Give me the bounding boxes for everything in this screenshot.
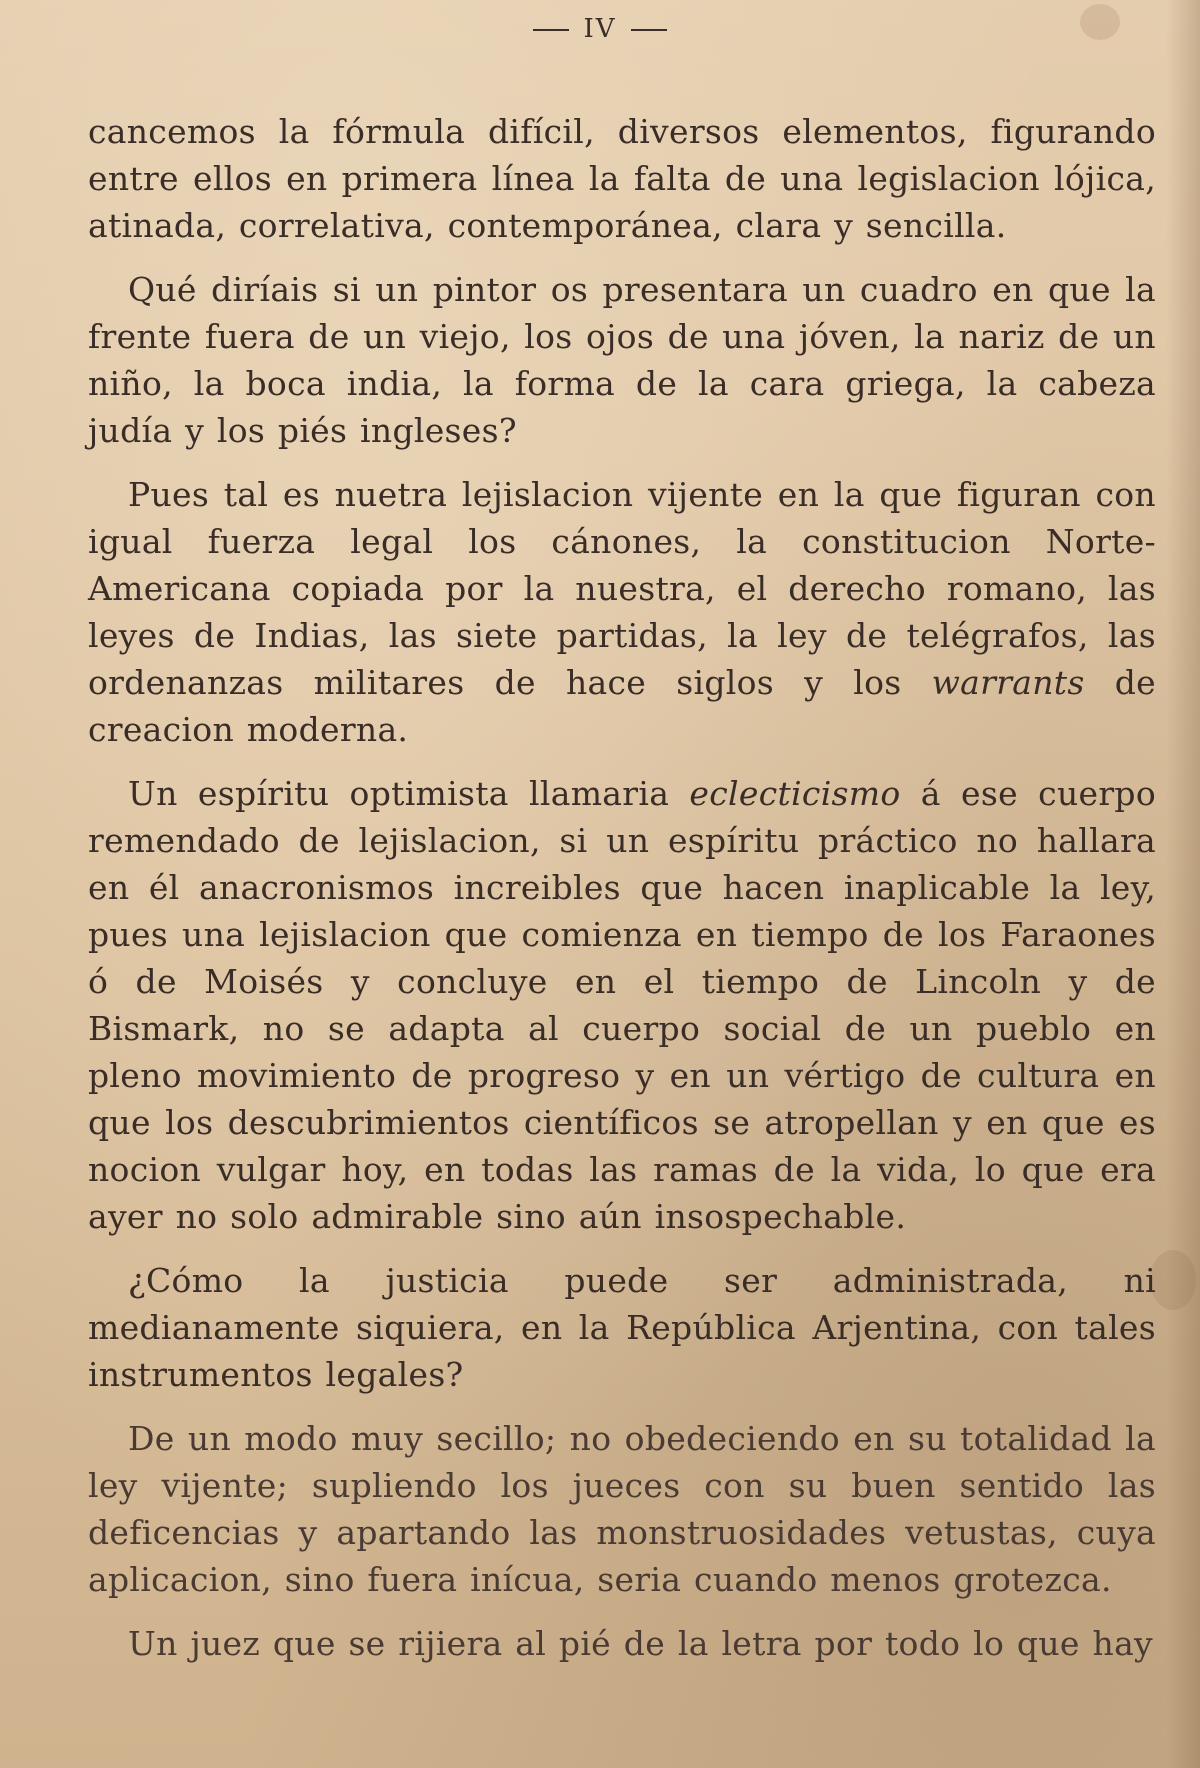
paragraph-p4 (88, 770, 1156, 1240)
italic-term: warrants (931, 663, 1085, 702)
paragraph-text: Qué diríais si un pintor os presentara un cuadro en que la frente fuera de un viejo, los ojos de una jóven, la nariz de un niño, la boca india, la forma de la cara griega, la cabeza judía y los piés ingleses? (88, 270, 1156, 450)
paragraph-text: De un modo muy secillo; no obedeciendo en su totalidad la ley vijente; supliendo los jueces con su buen sentido las deficencias y apartando las monstruosidades vetustas, cuya aplicacion, sino fuera inícua, seria cuando menos grotezca. (88, 1419, 1156, 1599)
paragraph-text: de creacion moderna. (88, 663, 1156, 749)
paragraph-p6 (88, 1415, 1156, 1603)
paragraph-text: Pues tal es nuetra lejislacion vijente en la que figuran con igual fuerza legal los cánones, la constitucion Norte-Americana copiada por la nuestra, el derecho romano, las leyes de Indias, las siete partidas, la ley de telégrafos, las ordenanzas militares de hace siglos y los (88, 475, 1156, 702)
paragraph-text: ¿Cómo la justicia puede ser administrada, ni medianamente siquiera, en la República Arjentina, con tales instrumentos legales? (88, 1261, 1156, 1394)
header-dash-left (533, 29, 569, 31)
paragraph-p3 (88, 471, 1156, 753)
body-text (88, 108, 1156, 1684)
page-number: IV (583, 14, 617, 44)
page-header (0, 14, 1200, 44)
italic-term: eclecticismo (689, 774, 901, 813)
paragraph-text: Un espíritu optimista llamaria (128, 774, 690, 813)
paragraph-text: á ese cuerpo remendado de lejislacion, si un espíritu práctico no hallara en él anacronismos increibles que hacen inaplicable la ley, pues una lejislacion que comienza en tiempo de los Faraones ó de Moisés y concluye en el tiempo de Lincoln y de Bismark, no se adapta al cuerpo social de un pueblo en pleno movimiento de progreso y en un vértigo de cultura en que los descubrimientos científicos se atropellan y en que es nocion vulgar hoy, en todas las ramas de la vida, lo que era ayer no solo admirable sino aún insospechable. (88, 774, 1156, 1236)
header-dash-right (631, 29, 667, 31)
paragraph-text: Un juez que se rijiera al pié de la letra por todo lo que hay (128, 1624, 1153, 1663)
paragraph-p5 (88, 1257, 1156, 1398)
paper-stain (1150, 1250, 1196, 1310)
paragraph-p2 (88, 266, 1156, 454)
paragraph-text: cancemos la fórmula difícil, diversos elementos, figurando entre ellos en primera línea la falta de una legislacion lójica, atinada, correlativa, contemporánea, clara y sencilla. (88, 112, 1156, 245)
paragraph-p7 (88, 1620, 1156, 1667)
paragraph-p1 (88, 108, 1156, 249)
